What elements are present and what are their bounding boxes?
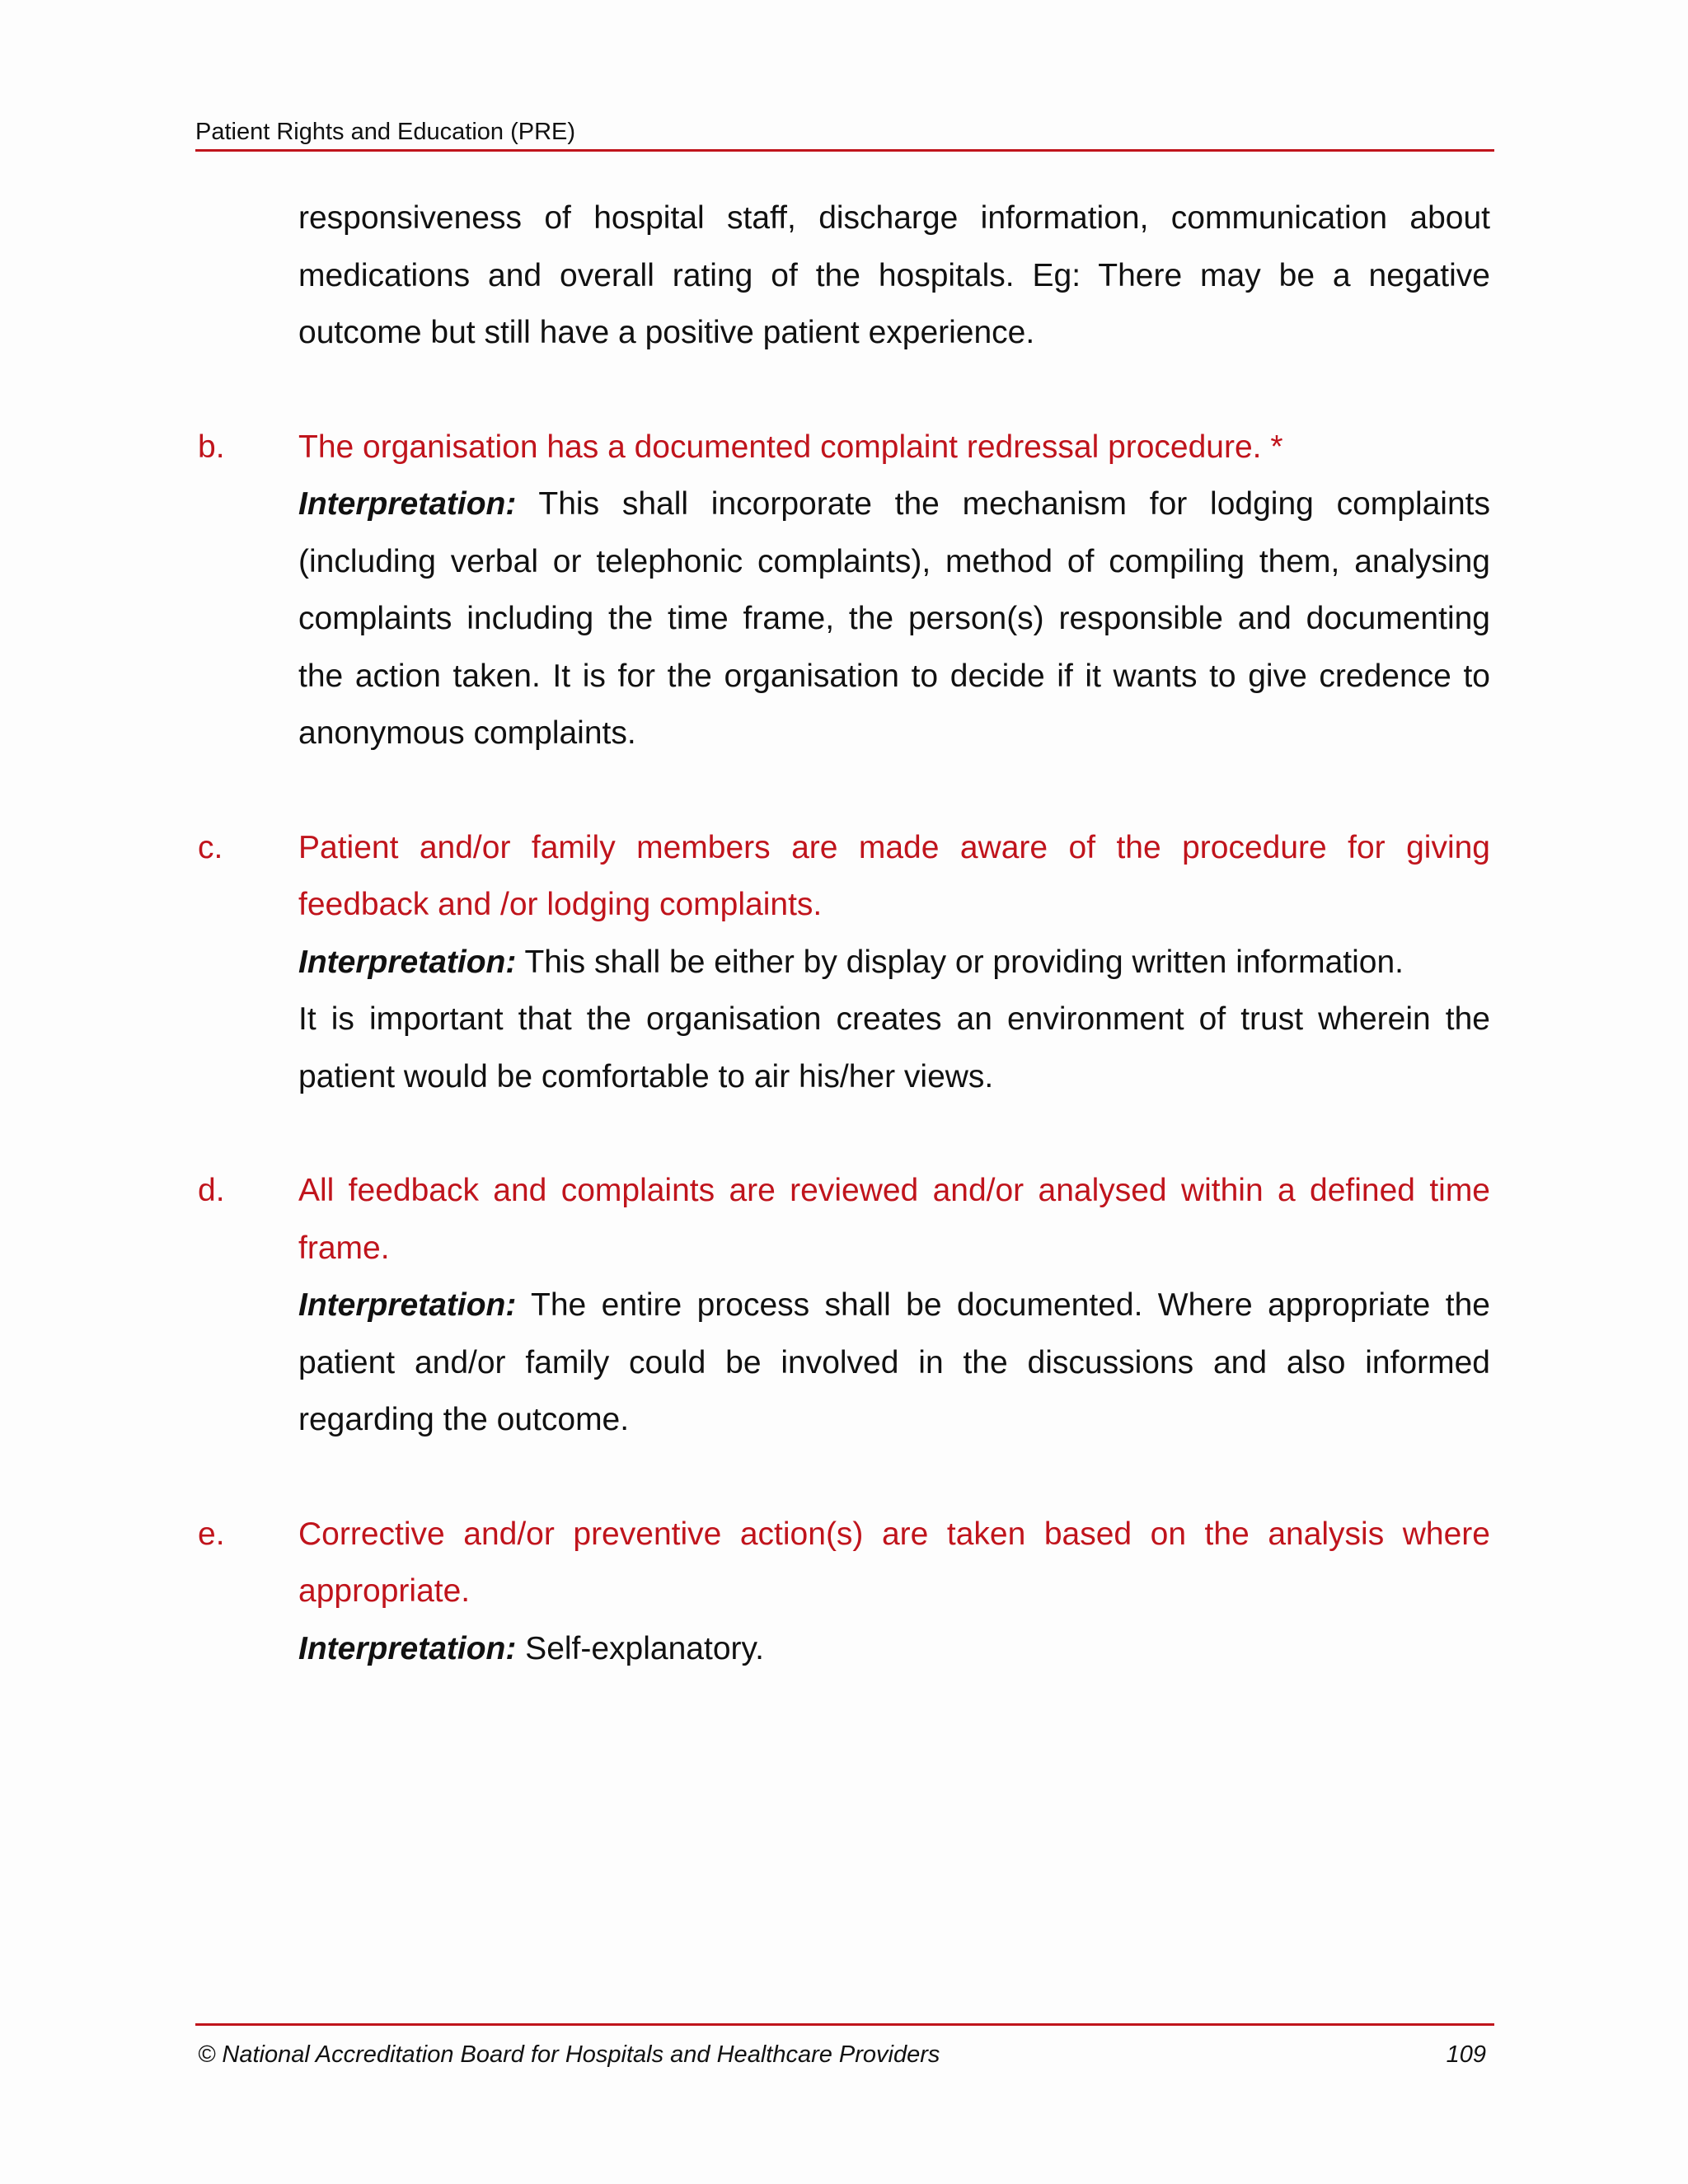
interpretation-text: This shall incorporate the mechanism for lodging complaints (including verbal or telephonic complaints), method of compiling them, analysing complaints including the time frame, the person(s) responsible and documenting the action taken. It is for the organisation to decide if it wants to give credence to anonymous complaints. — [298, 486, 1490, 751]
interpretation-text: Self-explanatory. — [516, 1630, 764, 1666]
item-letter: b. — [198, 429, 225, 465]
item-letter: c. — [198, 829, 223, 865]
interpretation-text: The entire process shall be documented. Where appropriate the patient and/or family could be involved in the discussions and also informed regarding the outcome. — [298, 1287, 1490, 1437]
item-d — [195, 1162, 1490, 1449]
page-footer — [195, 2023, 1494, 2068]
footer-copyright: © National Accreditation Board for Hospitals and Healthcare Providers — [198, 2041, 940, 2068]
interpretation-label: Interpretation: — [298, 1287, 517, 1323]
item-e — [195, 1506, 1490, 1678]
item-title: Patient and/or family members are made aware of the procedure for giving feedback and /or lodging complaints. — [298, 829, 1490, 922]
interpretation-paragraph — [298, 476, 1490, 762]
item-title: Corrective and/or preventive action(s) are taken based on the analysis where appropriate. — [298, 1516, 1490, 1609]
item-title: All feedback and complaints are reviewed and/or analysed within a defined time frame. — [298, 1173, 1490, 1266]
interpretation-text: This shall be either by display or providing written information. — [516, 944, 1404, 980]
page-number: 109 — [1446, 2041, 1486, 2068]
item-title: The organisation has a documented complaint redressal procedure. * — [298, 429, 1283, 465]
page-header — [195, 115, 1494, 152]
interpretation-label: Interpretation: — [298, 486, 517, 522]
interpretation-extra: It is important that the organisation creates an environment of trust wherein the patient would be comfortable to air his/her views. — [298, 1001, 1490, 1094]
interpretation-label: Interpretation: — [298, 1630, 517, 1666]
item-c — [195, 819, 1490, 1106]
interpretation-paragraph — [298, 934, 1490, 991]
page-content — [195, 190, 1490, 1677]
intro-paragraph: responsiveness of hospital staff, discharge information, communication about medications and overall rating of the hospitals. Eg: There may be a negative outcome but still have a positive patient experience. — [298, 200, 1490, 350]
item-b — [195, 419, 1490, 762]
interpretation-paragraph — [298, 1620, 1490, 1678]
interpretation-paragraph — [298, 1277, 1490, 1449]
item-letter: d. — [198, 1173, 225, 1208]
item-letter: e. — [198, 1516, 225, 1552]
header-title: Patient Rights and Education (PRE) — [195, 119, 576, 145]
interpretation-label: Interpretation: — [298, 944, 517, 980]
